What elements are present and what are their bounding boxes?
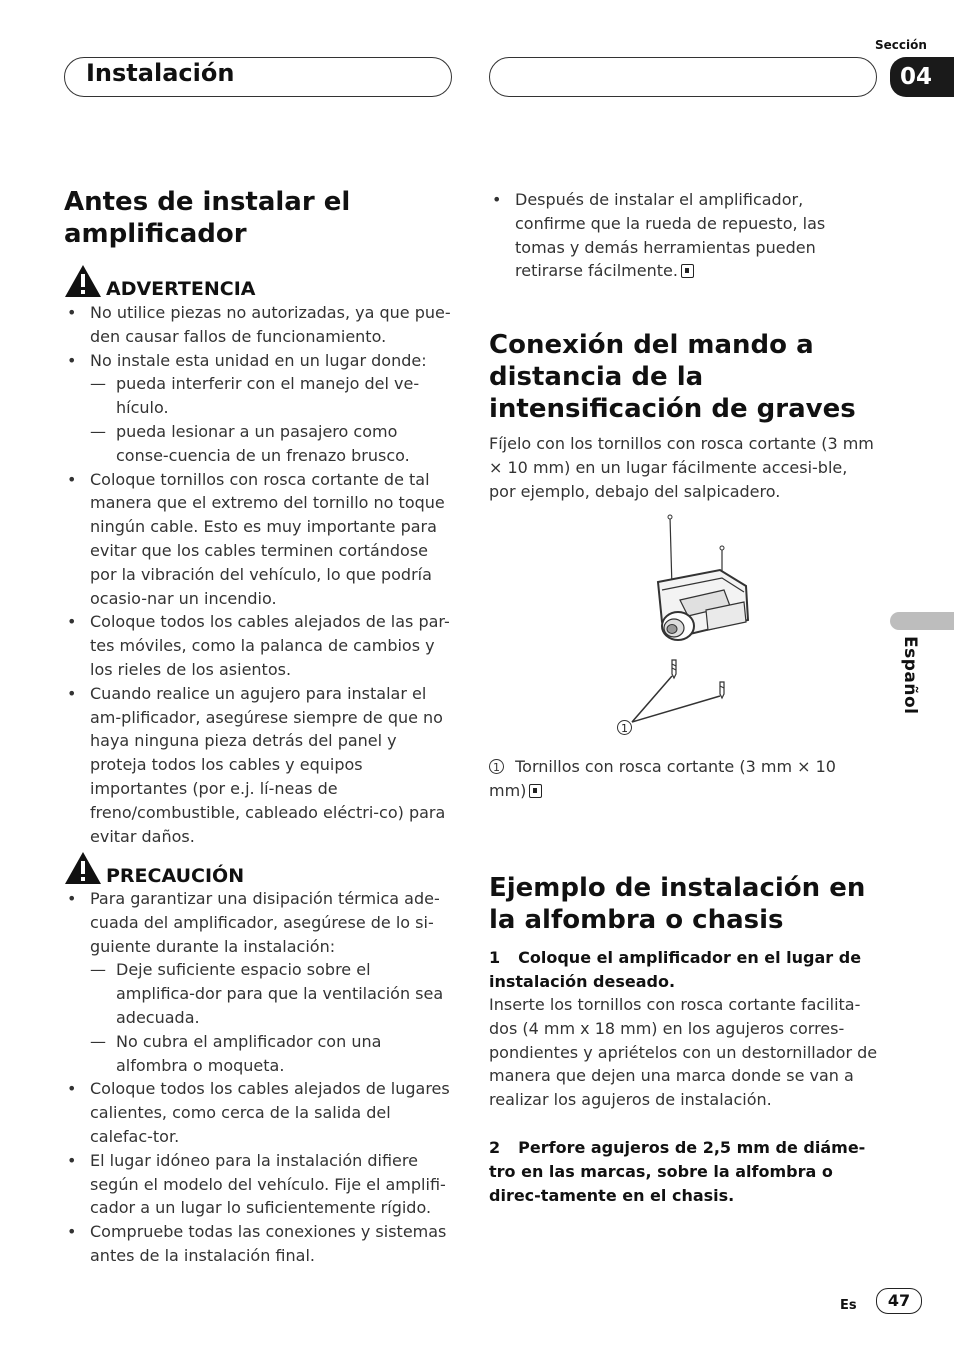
list-item: • Compruebe todas las conexiones y sistemas antes de la instalación final. bbox=[65, 1220, 453, 1268]
list-item: • No utilice piezas no autorizadas, ya que pue-den causar fallos de funcionamiento. bbox=[65, 301, 453, 349]
header-blank-pill bbox=[489, 57, 877, 97]
list-item: • Coloque todos los cables alejados de las par-tes móviles, como la palanca de cambios y los rieles de los asientos. bbox=[65, 610, 453, 681]
heading-ejemplo bbox=[489, 872, 889, 936]
advertencia-label: ADVERTENCIA bbox=[106, 278, 256, 300]
end-of-section-icon bbox=[529, 784, 542, 798]
page-title: Instalación bbox=[86, 59, 235, 87]
end-of-section-icon bbox=[681, 264, 694, 278]
page-number: 47 bbox=[876, 1288, 922, 1314]
language-tab-marker bbox=[890, 612, 954, 630]
heading-line: Conexión del mando a bbox=[489, 330, 814, 360]
list-item: • Después de instalar el amplificador, confirme que la rueda de repuesto, las tomas y demás herramientas pueden retirarse fácilmente. bbox=[490, 188, 875, 283]
heading-line: la alfombra o chasis bbox=[489, 905, 784, 935]
step-2-title: 2 Perfore agujeros de 2,5 mm de diáme-tro en las marcas, sobre la alfombra o direc-tamente en el chasis. bbox=[489, 1138, 866, 1205]
sub-list bbox=[90, 372, 453, 467]
sub-list-item: — pueda interferir con el manejo del ve-hículo. bbox=[90, 372, 453, 420]
advertencia-list bbox=[65, 301, 453, 848]
precaucion-list bbox=[65, 887, 453, 1268]
step-1-title: 1 Coloque el amplificador en el lugar de instalación deseado. bbox=[489, 948, 862, 991]
sub-list-item: — Deje suficiente espacio sobre el amplifica-dor para que la ventilación sea adecuada. bbox=[90, 958, 453, 1029]
sub-list bbox=[90, 958, 453, 1077]
heading-line: intensificación de graves bbox=[489, 394, 856, 424]
list-item: • No instale esta unidad en un lugar donde: — pueda interferir con el manejo del ve-hículo. — pueda lesionar a un pasajero como conse-cuencia de un frenazo brusco. bbox=[65, 349, 453, 468]
heading-line: Antes de instalar el bbox=[64, 187, 351, 217]
list-item: • El lugar idóneo para la instalación difiere según el modelo del vehículo. Fije el amplifi-cador a un lugar lo suficientemente rígido. bbox=[65, 1149, 453, 1220]
section-label: Sección bbox=[875, 38, 927, 52]
heading-line: amplificador bbox=[64, 219, 247, 249]
section-number-badge: 04 bbox=[890, 57, 954, 97]
heading-line: Ejemplo de instalación en bbox=[489, 873, 866, 903]
list-item: • Coloque tornillos con rosca cortante de tal manera que el extremo del tornillo no toque ningún cable. Esto es muy importante para evitar que los cables terminen cortándose por la vibración del vehículo, lo que podría ocasio-nar un incendio. bbox=[65, 468, 453, 611]
warning-triangle-icon bbox=[64, 264, 102, 298]
callout-number-1: 1 bbox=[617, 720, 632, 735]
caption-number: 1 bbox=[489, 759, 504, 774]
heading-line: distancia de la bbox=[489, 362, 704, 392]
top-bullet-list bbox=[490, 188, 875, 283]
list-item: • Coloque todos los cables alejados de lugares calientes, como cerca de la salida del calefac-tor. bbox=[65, 1077, 453, 1148]
step-1-body: Inserte los tornillos con rosca cortante facilita-dos (4 mm x 18 mm) en los agujeros corres-pondientes y apriételos con un destornillador de manera que dejen una marca donde se van a realizar los agujeros de instalación. bbox=[489, 995, 878, 1110]
footer-language: Es bbox=[840, 1298, 857, 1313]
conexion-body: Fíjelo con los tornillos con rosca cortante (3 mm × 10 mm) en un lugar fácilmente accesi-ble, por ejemplo, debajo del salpicadero. bbox=[489, 434, 874, 501]
language-tab-label: Español bbox=[900, 636, 920, 715]
list-item: • Cuando realice un agujero para instalar el am-plificador, asegúrese siempre de que no haya ninguna pieza detrás del panel y proteja todos los cables y equipos importantes (por e.j. lí-neas de freno/combustible, cableado eléctri-co) para evitar daños. bbox=[65, 682, 453, 849]
caution-triangle-icon bbox=[64, 851, 102, 885]
heading-antes-de-instalar bbox=[64, 186, 454, 250]
precaucion-label: PRECAUCIÓN bbox=[106, 865, 245, 887]
list-item: • Para garantizar una disipación térmica ade-cuada del amplificador, asegúrese de lo si-guiente durante la instalación: — Deje suficiente espacio sobre el amplifica-dor para que la ventilación sea adecuada. — No cubra el amplificador con una alfombra o moqueta. bbox=[65, 887, 453, 1077]
sub-list-item: — No cubra el amplificador con una alfombra o moqueta. bbox=[90, 1030, 453, 1078]
heading-conexion bbox=[489, 329, 879, 425]
illustration-caption: 1 Tornillos con rosca cortante (3 mm × 10 mm) bbox=[489, 757, 836, 800]
sub-list-item: — pueda lesionar a un pasajero como conse-cuencia de un frenazo brusco. bbox=[90, 420, 453, 468]
remote-mount-illustration bbox=[600, 510, 770, 745]
